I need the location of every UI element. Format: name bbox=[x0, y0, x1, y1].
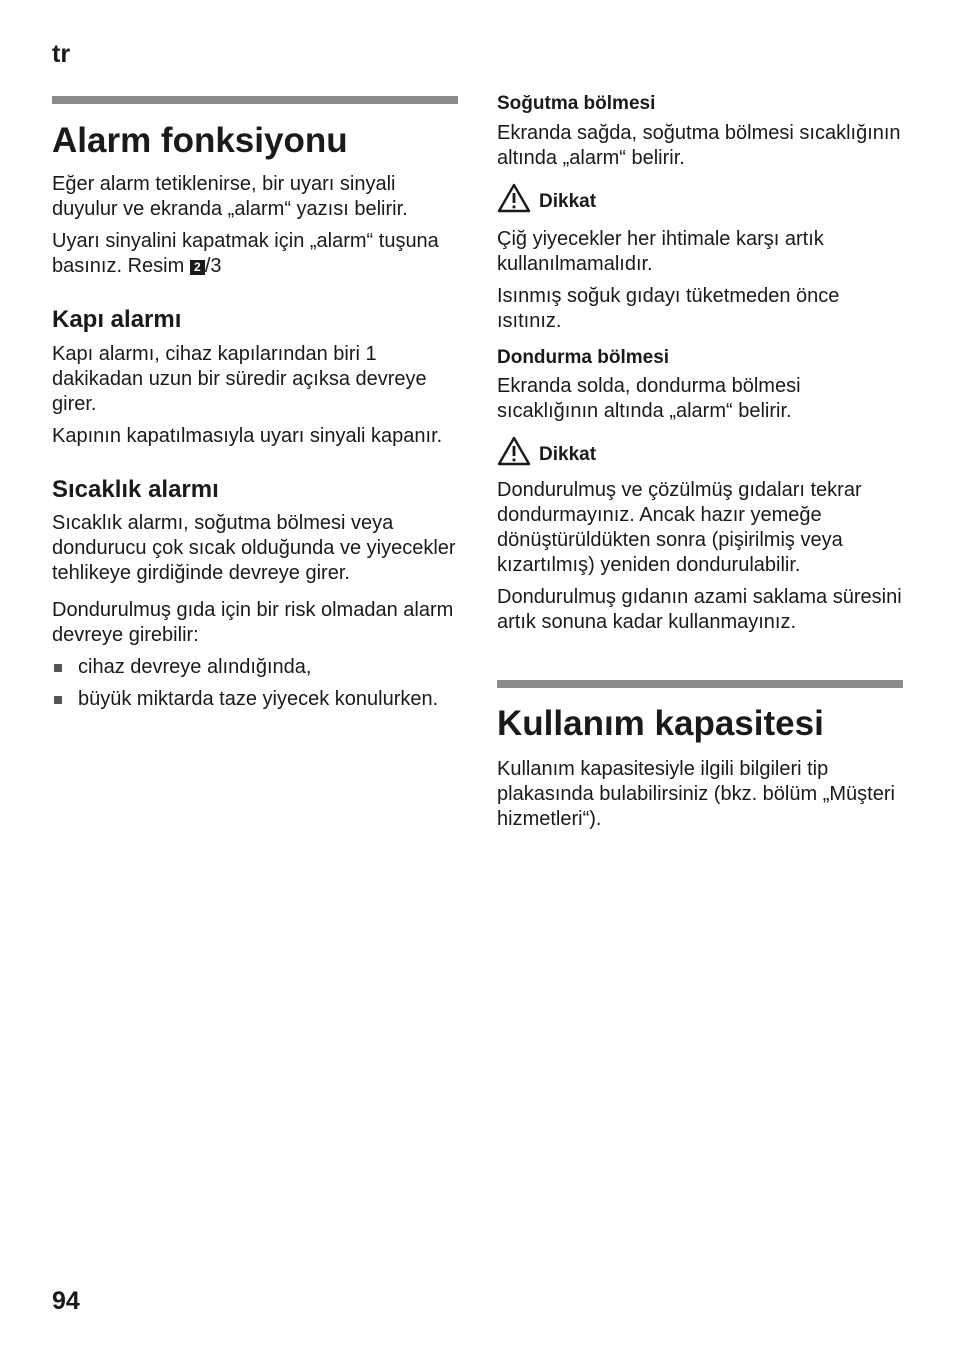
capacity-p1: Kullanım kapasitesiyle ilgili bilgileri tip plakasında bulabilirsiniz (bkz. bölüm „Müşteri hizmetleri“). bbox=[497, 758, 895, 830]
door-alarm-p1: Kapı alarmı, cihaz kapılarından biri 1 dakikadan uzun bir süredir açıksa devreye girer. bbox=[52, 343, 427, 415]
square-bullet-icon bbox=[54, 664, 62, 672]
cooling-warning-p1: Çiğ yiyecekler her ihtimale karşı artık kullanılmamalıdır. bbox=[497, 228, 824, 275]
cooling-p1: Ekranda sağda, soğutma bölmesi sıcaklığının altında „alarm“ belirir. bbox=[497, 122, 901, 169]
section-rule bbox=[497, 680, 903, 688]
warning-triangle-icon bbox=[497, 183, 531, 213]
freezer-warning-p2: Dondurulmuş gıdanın azami saklama süresini artık sonuna kadar kullanmayınız. bbox=[497, 586, 902, 633]
heading-temperature-alarm: Sıcaklık alarmı bbox=[52, 476, 219, 503]
temperature-alarm-list bbox=[52, 655, 458, 712]
alarm-intro-2-suffix: /3 bbox=[204, 255, 222, 277]
warning-triangle-icon bbox=[497, 436, 531, 466]
alarm-intro-2 bbox=[52, 229, 458, 279]
heading-freezer-compartment: Dondurma bölmesi bbox=[497, 347, 670, 368]
section-title-alarm: Alarm fonksiyonu bbox=[52, 121, 348, 160]
alarm-intro-2-text: Uyarı sinyalini kapatmak için „alarm“ tuşuna basınız. Resim bbox=[52, 230, 439, 277]
warning-cooling bbox=[497, 181, 903, 213]
warning-label: Dikkat bbox=[539, 191, 597, 212]
section-title-capacity: Kullanım kapasitesi bbox=[497, 704, 824, 743]
warning-label: Dikkat bbox=[539, 444, 597, 465]
list-item-text: cihaz devreye alındığında, bbox=[78, 656, 312, 678]
temperature-alarm-p1: Sıcaklık alarmı, soğutma bölmesi veya dondurucu çok sıcak olduğunda ve yiyecekler tehlikeye girdiğinde devreye girer. bbox=[52, 512, 456, 584]
freezer-warning-p1: Dondurulmuş ve çözülmüş gıdaları tekrar dondurmayınız. Ancak hazır yemeğe dönüştürüldükten sonra (pişirilmiş veya kızartılmış) yeniden dondurulabilir. bbox=[497, 479, 862, 576]
list-item bbox=[52, 655, 458, 680]
alarm-intro-1: Eğer alarm tetiklenirse, bir uyarı sinyali duyulur ve ekranda „alarm“ yazısı belirir. bbox=[52, 173, 408, 220]
heading-door-alarm: Kapı alarmı bbox=[52, 306, 182, 333]
section-rule bbox=[52, 96, 458, 104]
left-column bbox=[52, 96, 458, 712]
freezer-p1: Ekranda solda, dondurma bölmesi sıcaklığının altında „alarm“ belirir. bbox=[497, 375, 801, 422]
square-bullet-icon bbox=[54, 696, 62, 704]
language-code: tr bbox=[52, 40, 71, 68]
cooling-warning-p2: Isınmış soğuk gıdayı tüketmeden önce ısıtınız. bbox=[497, 285, 840, 332]
figure-reference-badge: 2 bbox=[190, 260, 205, 275]
list-item-text: büyük miktarda taze yiyecek konulurken. bbox=[78, 688, 439, 710]
list-item bbox=[52, 687, 458, 712]
heading-cooling-compartment: Soğutma bölmesi bbox=[497, 93, 656, 114]
page-number: 94 bbox=[52, 1287, 80, 1315]
warning-freezer bbox=[497, 434, 903, 466]
temperature-alarm-p2: Dondurulmuş gıda için bir risk olmadan alarm devreye girebilir: bbox=[52, 599, 454, 646]
door-alarm-p2: Kapının kapatılmasıyla uyarı sinyali kapanır. bbox=[52, 425, 443, 447]
right-column bbox=[497, 92, 903, 832]
